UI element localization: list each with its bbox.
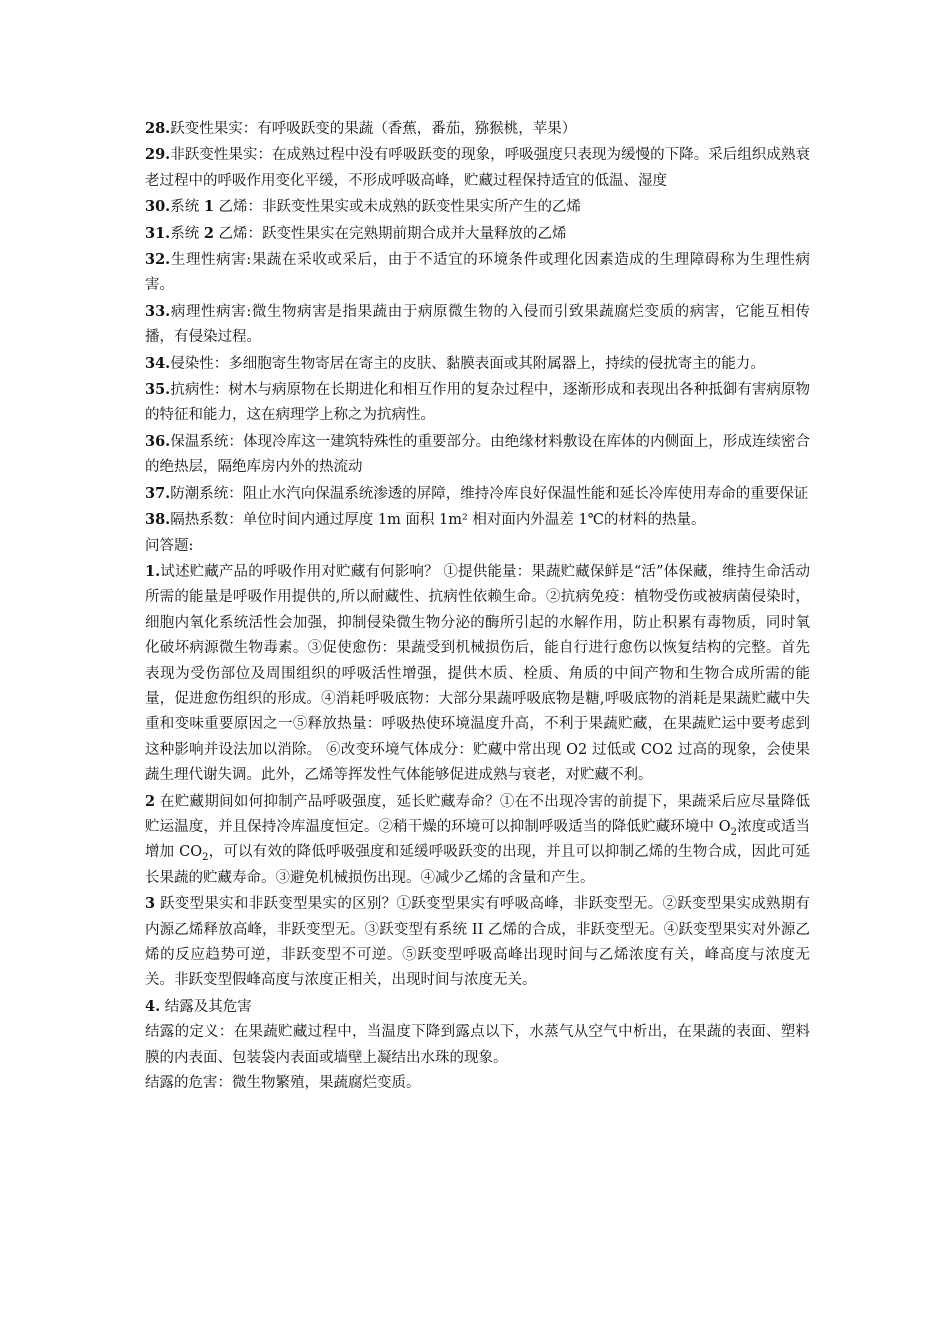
definition-33: [145, 299, 810, 351]
item-system-number: 2: [203, 224, 214, 242]
definition-34: [145, 351, 810, 377]
definition-30: [145, 194, 810, 220]
item-number: 29.: [145, 146, 171, 164]
item-text: 抗病性：树木与病原物在长期进化和相互作用的复杂过程中，逐渐形成和表现出各种抵御有害病原物的特征和能力，这在病理学上称之为抗病性。: [145, 382, 810, 424]
item-number: 31.: [145, 224, 171, 242]
definition-38: [145, 507, 810, 533]
question-1: [145, 559, 810, 789]
dew-harm: 结露的危害：微生物繁殖，果蔬腐烂变质。: [145, 1075, 421, 1092]
question-text: 跃变型果实和非跃变型果实的区别？①跃变型果实有呼吸高峰，非跃变型无。②跃变型果实成熟期有内源乙烯释放高峰，非跃变型无。③跃变型有系统 II 乙烯的合成，非跃变型无。④跃变型果实对外源乙烯的反应趋势可逆，非跃变型不可逆。⑤跃变型呼吸高峰出现时间与乙烯浓度有关，峰高度与浓度无关。非跃变型假峰高度与浓度正相关，出现时间与浓度无关。: [145, 896, 810, 989]
item-text: 乙烯：非跃变性果实或未成熟的跃变性果实所产生的乙烯: [213, 199, 582, 216]
question-4: [145, 994, 810, 1020]
question-text-part: 在贮藏期间如何抑制产品呼吸强度，延长贮藏寿命？①在不出现冷害的前提下，果蔬采后应尽量降低贮运温度，并且保持冷库温度恒定。②稍干燥的环境可以抑制呼吸适当的降低贮藏环境中 O: [145, 793, 810, 835]
item-number: 38.: [145, 511, 171, 529]
subscript: 2: [202, 852, 209, 864]
dew-definition: 结露的定义：在果蔬贮藏过程中，当温度下降到露点以下，水蒸气从空气中析出，在果蔬的表面、塑料膜的内表面、包装袋内表面或墙壁上凝结出水珠的现象。: [145, 1024, 810, 1066]
item-text: 隔热系数：单位时间内通过厚度 1m 面积 1m² 相对面内外温差 1℃的材料的热量。: [170, 512, 706, 529]
question-number: 2: [145, 792, 156, 810]
item-number: 35.: [145, 381, 171, 399]
definition-29: [145, 142, 810, 194]
definition-31: [145, 221, 810, 247]
definition-35: [145, 377, 810, 429]
definition-37: [145, 481, 810, 507]
item-system-number: 1: [203, 198, 214, 216]
item-number: 30.: [145, 198, 171, 216]
item-text: 乙烯：跃变性果实在完熟期前期合成并大量释放的乙烯: [213, 225, 567, 242]
item-number: 28.: [145, 120, 171, 137]
section-heading: 问答题:: [145, 537, 194, 554]
subscript: 2: [730, 826, 738, 838]
item-number: 37.: [145, 484, 171, 502]
question-text-part: 浓度或适当增加 CO: [145, 818, 811, 861]
question-number: 1.: [145, 562, 161, 580]
item-text: 防潮系统：阻止水汽向保温系统渗透的屏障，维持冷库良好保温性能和延长冷库使用寿命的重要保证: [170, 485, 809, 502]
question-2: [145, 789, 810, 892]
item-text: 非跃变性果实：在成熟过程中没有呼吸跃变的现象，呼吸强度只表现为缓慢的下降。采后组织成熟衰老过程中的呼吸作用变化平缓，不形成呼吸高峰，贮藏过程保持适宜的低温、湿度: [145, 147, 810, 189]
item-text: 跃变性果实：有呼吸跃变的果蔬（香蕉，番茄，猕猴桃，苹果）: [170, 121, 577, 137]
question-number: 3: [145, 895, 156, 913]
item-text: 侵染性：多细胞寄生物寄居在寄主的皮肤、黏膜表面或其附属器上，持续的侵扰寄主的能力。: [170, 355, 765, 372]
item-prefix: 系统: [170, 225, 204, 242]
definition-36: [145, 429, 810, 481]
item-number: 32.: [145, 251, 171, 269]
question-text: 试述贮藏产品的呼吸作用对贮藏有何影响？ ①提供能量：果蔬贮藏保鲜是“活”体保藏，维持生命活动所需的能量是呼吸作用提供的,所以耐藏性、抗病性依赖生命。②抗病免疫：植物受伤或被病菌侵染时，细胞内氧化系统活性会加强，抑制侵染微生物分泌的酶所引起的水解作用，防止积累有毒物质，同时氧化破坏病源微生物毒素。③促使愈伤：果蔬受到机械损伤后，能自行进行愈伤以恢复结构的完整。首先表现为受伤部位及周围组织的呼吸活性增强，提供木质、栓质、角质的中间产物和生物合成所需的能量，促进愈伤组织的形成。④消耗呼吸底物：大部分果蔬呼吸底物是糖,呼吸底物的消耗是果蔬贮藏中失重和变味重要原因之一⑤释放热量：呼吸热使环境温度升高，不利于果蔬贮藏，在果蔬贮运中要考虑到这种影响并设法加以消除。 ⑥改变环境气体成分：贮藏中常出现 O2 过低或 CO2 过高的现象，会使果蔬生理代谢失调。此外，乙烯等挥发性气体能够促进成熟与衰老，对贮藏不利。: [145, 563, 810, 784]
item-number: 34.: [145, 354, 171, 372]
document-body: [145, 116, 810, 1096]
definition-28: [145, 116, 810, 142]
question-text-part: ，可以有效的降低呼吸强度和延缓呼吸跃变的出现，并且可以抑制乙烯的生物合成，因此可延长果蔬的贮藏寿命。③避免机械损伤出现。④减少乙烯的含量和产生。: [145, 844, 810, 886]
item-text: 病理性病害:微生物病害是指果蔬由于病原微生物的入侵而引致果蔬腐烂变质的病害，它能互相传播，有侵染过程。: [145, 303, 810, 346]
definition-32: [145, 247, 810, 299]
question-number: 4.: [145, 997, 161, 1015]
item-number: 36.: [145, 432, 171, 450]
item-number: 33.: [145, 302, 171, 320]
item-text: 保温系统：体现冷库这一建筑特殊性的重要部分。由绝缘材料敷设在库体的内侧面上，形成连续密合的绝热层，隔绝库房内外的热流动: [145, 433, 810, 476]
question-title: 结露及其危害: [160, 998, 252, 1015]
item-prefix: 系统: [170, 199, 204, 216]
question-3: [145, 891, 810, 994]
item-text: 生理性病害:果蔬在采收或采后，由于不适宜的环境条件或理化因素造成的生理障碍称为生理性病害。: [145, 252, 810, 294]
